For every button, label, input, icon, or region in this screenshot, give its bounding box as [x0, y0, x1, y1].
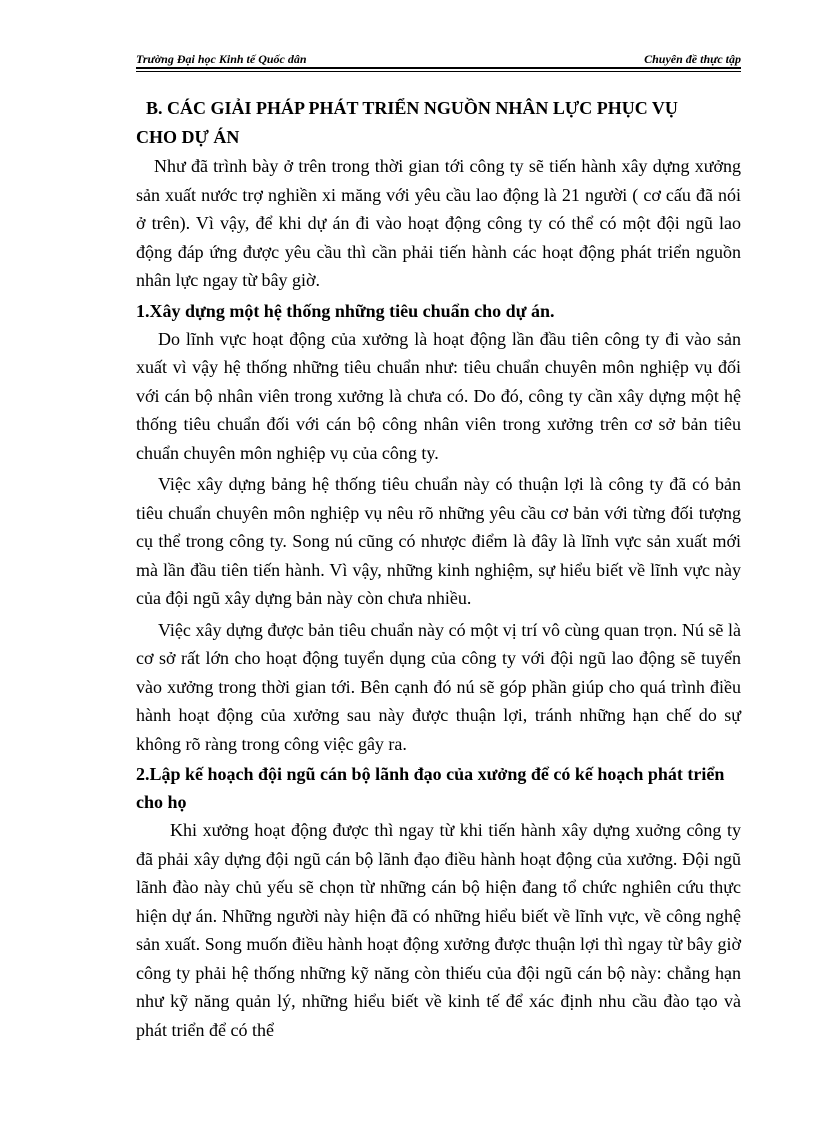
header-rule-thin [136, 71, 741, 72]
section-title-line-2: CHO DỰ ÁN [136, 127, 240, 147]
header-university: Trường Đại học Kinh tế Quốc dân [136, 52, 307, 66]
subsection-1-paragraph-1: Do lĩnh vực hoạt động của xưởng là hoạt động lần đầu tiên công ty đi vào sản xuất vì vậy hệ thống những tiêu chuẩn như: tiêu chuẩn chuyên môn nghiệp vụ đối với cán bộ nhân viên trong xưởng là chưa có. Do đó, công ty cần xây dựng một hệ thống tiêu chuẩn đối với cán bộ công nhân viên trong xưởng trên cơ sở bản tiêu chuẩn chuyên môn nghiệp vụ của công ty. [136, 328, 741, 463]
subsection-1-paragraph-2: Việc xây dựng bảng hệ thống tiêu chuẩn này có thuận lợi là công ty đã có bản tiêu chuẩn chuyên môn nghiệp vụ nêu rõ những yêu cầu cơ bản với từng đối tượng cụ thể trong công ty. Song nú cũng có nhược điểm là đây là lĩnh vực sản xuất mới mà lần đầu tiên tiến hành. Vì vậy, những kinh nghiệm, sự hiểu biết về lĩnh vực này của đội ngũ xây dựng bản này còn chưa nhiều. [136, 474, 741, 608]
header-rule-thick [136, 67, 741, 69]
page-body [136, 94, 741, 1044]
subsection-1-paragraph-3: Việc xây dựng được bản tiêu chuẩn này có một vị trí vô cùng quan trọn. Nú sẽ là cơ sở rất lớn cho hoạt động tuyển dụng của công ty với đội ngũ lao động sẽ tuyển vào xưởng trong thời gian tới. Bên cạnh đó nú sẽ góp phần giúp cho quá trình điều hành hoạt động của xưởng sau này được thuận lợi, tránh những hạn chế do sự không rõ ràng trong công việc gây ra. [136, 619, 741, 754]
subsection-1-title: 1.Xây dựng một hệ thống những tiêu chuẩn cho dự án. [136, 300, 555, 321]
section-title [136, 94, 741, 152]
section-intro-paragraph: Như đã trình bày ở trên trong thời gian tới công ty sẽ tiến hành xây dựng xưởng sản xuất nước trợ nghiền xi măng với yêu cầu lao động là 21 người ( cơ cấu đã nói ở trên). Vì vậy, để khi dự án đi vào hoạt động công ty có thể có một đội ngũ lao động đáp ứng được yêu cầu thì cần phải tiến hành các hoạt động phát triển nguồn nhân lực ngay từ bây giờ. [136, 156, 741, 290]
subsection-2-paragraph-1: Khi xưởng hoạt động được thì ngay từ khi tiến hành xây dựng xuởng công ty đã phải xây dựng đội ngũ cán bộ lãnh đạo điều hành hoạt động của xưởng. Đội ngũ lãnh đào này chủ yếu sẽ chọn từ những cán bộ hiện đang tổ chức nghiên cứu thực hiện dự án. Những người này hiện đã có những hiểu biết về lĩnh vực, về công nghệ sản xuất. Song muốn điều hành hoạt động xưởng được thuận lợi thì ngay từ bây giờ công ty phải hệ thống những kỹ năng còn thiếu của đội ngũ cán bộ này: chẳng hạn như kỹ năng quản lý, những hiểu biết về kinh tế để xác định nhu cầu đào tạo và phát triển để có thể [136, 820, 741, 1040]
subsection-2-title: 2.Lập kế hoạch đội ngũ cán bộ lãnh đạo của xưởng để có kế hoạch phát triển cho họ [136, 764, 725, 812]
section-title-line-1: B. CÁC GIẢI PHÁP PHÁT TRIỂN NGUỒN NHÂN LỰC PHỤC VỤ [146, 98, 678, 118]
header-document-type: Chuyên đề thực tập [644, 52, 741, 66]
